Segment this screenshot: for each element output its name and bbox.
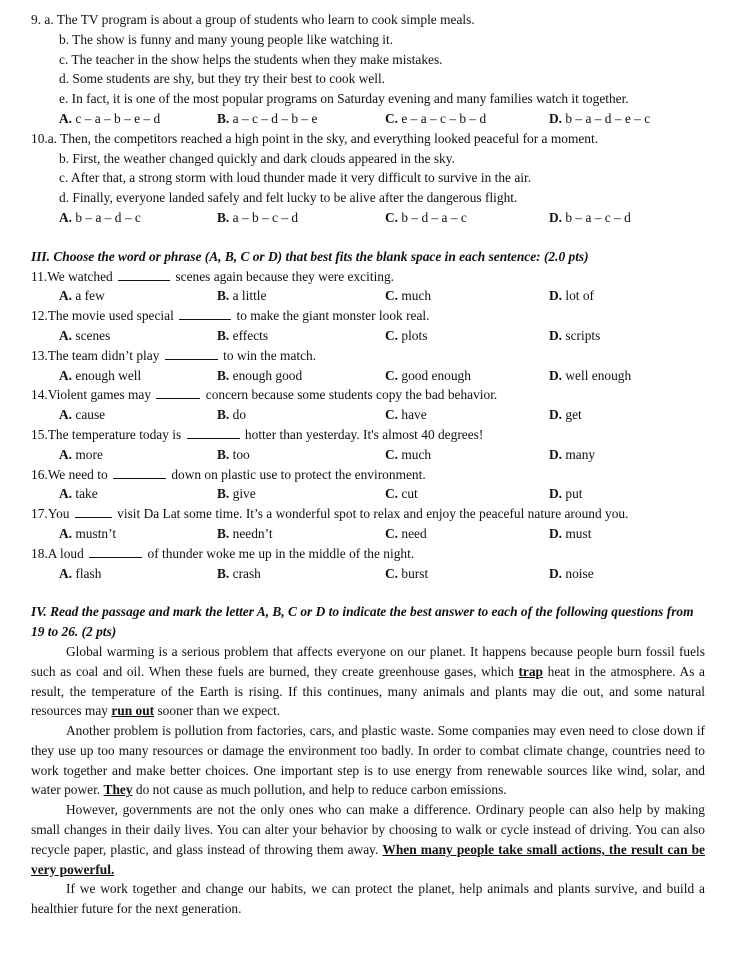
q17-option-a[interactable]: A. mustn’t [59, 525, 117, 541]
q10-option-a[interactable]: A. b – a – d – c [59, 209, 141, 225]
q14-option-b[interactable]: B. do [217, 407, 247, 423]
q17-option-b[interactable]: B. needn’t [217, 525, 273, 541]
q10-stem: 10.a. Then, the competitors reached a high point in the sky, and everything looked peaceful for a moment. [31, 130, 599, 146]
q16-stem [0, 465, 741, 485]
q18-option-b[interactable]: B. crash [217, 565, 261, 581]
q18-stem [0, 544, 741, 564]
underlined-phrase-run-out: run out [111, 703, 155, 719]
p3-text-a: However, governments are not the only ones who can make a difference. Ordinary people can also help by making small changes in their daily lives. You can alter your behavior by choosing to walk or cycle instead of driving. You can also recycle paper, plastic, and glass instead of throwing them away. [31, 802, 705, 857]
q14-options [0, 405, 741, 425]
q13-option-c[interactable]: C. good enough [385, 367, 471, 383]
section-3-questions [0, 267, 741, 584]
q11-blank[interactable] [118, 267, 170, 281]
q18-option-d[interactable]: D. noise [549, 565, 594, 581]
q13-text-after: to win the match. [219, 347, 317, 363]
q14-option-d[interactable]: D. get [549, 407, 582, 423]
q11-option-a[interactable]: A. a few [59, 288, 105, 304]
q11-stem [0, 267, 741, 287]
passage-paragraph-2 [0, 721, 741, 800]
q16-option-a[interactable]: A. take [59, 486, 98, 502]
q14-text-after: concern because some students copy the bad behavior. [202, 387, 498, 403]
q10-option-d[interactable]: D. b – a – c – d [549, 209, 631, 225]
q10-option-c[interactable]: C. b – d – a – c [385, 209, 467, 225]
section-3-title: III. Choose the word or phrase (A, B, C or D) that best fits the blank space in each sentence: (2.0 pts) [31, 248, 589, 264]
q11-option-d[interactable]: D. lot of [549, 288, 595, 304]
q11-option-c[interactable]: C. much [385, 288, 432, 304]
q9-line-e: e. In fact, it is one of the most popular programs on Saturday evening and many families watch it together. [59, 91, 629, 107]
q12-option-c[interactable]: C. plots [385, 327, 428, 343]
q18-option-a[interactable]: A. flash [59, 565, 102, 581]
passage-paragraph-4: If we work together and change our habits, we can protect the planet, help animals and plants survive, and build a healthier future for the next generation. [31, 881, 705, 917]
q18-text-after: of thunder woke me up in the middle of the night. [144, 545, 415, 561]
q17-stem [0, 504, 741, 524]
q13-option-b[interactable]: B. enough good [217, 367, 303, 383]
q13-stem [0, 346, 741, 366]
worksheet-page [0, 10, 741, 919]
q15-option-b[interactable]: B. too [217, 446, 250, 462]
q18-text-before: 18.A loud [31, 545, 88, 561]
q16-option-c[interactable]: C. cut [385, 486, 418, 502]
q15-text-before: 15.The temperature today is [31, 426, 185, 442]
q16-option-b[interactable]: B. give [217, 486, 256, 502]
q10-options [0, 208, 741, 228]
q14-option-a[interactable]: A. cause [59, 407, 106, 423]
q15-text-after: hotter than yesterday. It's almost 40 degrees! [241, 426, 484, 442]
q13-options [0, 366, 741, 386]
q9-option-b[interactable]: B. a – c – d – b – e [217, 110, 318, 126]
q9-option-a[interactable]: A. c – a – b – e – d [59, 110, 161, 126]
q12-blank[interactable] [179, 306, 231, 320]
q11-options [0, 286, 741, 306]
q9-option-d[interactable]: D. b – a – d – e – c [549, 110, 651, 126]
q10-line-d: d. Finally, everyone landed safely and felt lucky to be alive after the dangerous flight. [59, 190, 518, 206]
q9-line-c: c. The teacher in the show helps the students when they make mistakes. [59, 51, 443, 67]
q16-options [0, 484, 741, 504]
p1-text-a: Global warming is a serious problem that affects everyone on our planet. It happens because people burn fossil fuels such as coal and oil. When these fuels are burned, they create greenhouse gases, which [31, 643, 705, 679]
q18-blank[interactable] [89, 544, 142, 558]
q15-option-d[interactable]: D. many [549, 446, 596, 462]
underlined-sentence-small-actions: When many people take small actions, the result can be very powerful. [31, 841, 705, 877]
q15-option-a[interactable]: A. more [59, 446, 103, 462]
q10-line-b: b. First, the weather changed quickly and dark clouds appeared in the sky. [59, 150, 455, 166]
section-4-title: IV. Read the passage and mark the letter A, B, C or D to indicate the best answer to each of the following questions from 19 to 26. (2 pts) [31, 604, 694, 640]
q15-stem [0, 425, 741, 445]
underlined-word-they: They [103, 782, 133, 798]
q17-text-after: visit Da Lat some time. It’s a wonderful spot to relax and enjoy the peaceful nature around you. [113, 506, 629, 522]
p2-text-a: Another problem is pollution from factories, cars, and plastic waste. Some companies may even need to close down if they use up too many resources or damage the environment too badly. In order to combat climate change, countries need to work together and make better choices. One important step is to use energy from renewable sources like wind, solar, and water power. [31, 723, 705, 798]
passage-paragraph-3 [0, 800, 741, 879]
q15-blank[interactable] [187, 425, 240, 439]
p1-text-b: heat in the atmosphere. As a result, the temperature of the Earth is rising. If this continues, many animals and plants may die out, and some natural resources may [31, 663, 705, 719]
q9-stem: 9. a. The TV program is about a group of students who learn to cook simple meals. [31, 12, 475, 27]
q16-option-d[interactable]: D. put [549, 486, 583, 502]
q12-option-b[interactable]: B. effects [217, 327, 269, 343]
q12-text-before: 12.The movie used special [31, 308, 178, 324]
q16-text-after: down on plastic use to protect the environment. [167, 466, 426, 482]
q9-option-c[interactable]: C. e – a – c – b – d [385, 110, 487, 126]
q18-options [0, 564, 741, 584]
p2-text-b: do not cause as much pollution, and help to reduce carbon emissions. [132, 782, 507, 798]
q13-text-before: 13.The team didn’t play [31, 347, 163, 363]
underlined-word-trap: trap [518, 663, 543, 679]
q14-text-before: 14.Violent games may [31, 387, 155, 403]
q9-line-d: d. Some students are shy, but they try their best to cook well. [59, 71, 386, 87]
q18-option-c[interactable]: C. burst [385, 565, 429, 581]
q17-text-before: 17.You [31, 506, 73, 522]
q13-blank[interactable] [165, 346, 218, 360]
passage-paragraph-1 [0, 642, 741, 721]
q16-text-before: 16.We need to [31, 466, 111, 482]
q9-options [0, 109, 741, 129]
q16-blank[interactable] [113, 465, 166, 479]
q14-stem [0, 385, 741, 405]
q9-line-b: b. The show is funny and many young people like watching it. [59, 31, 394, 47]
q15-option-c[interactable]: C. much [385, 446, 432, 462]
p1-text-c: sooner than we expect. [154, 703, 281, 719]
q10-option-b[interactable]: B. a – b – c – d [217, 209, 299, 225]
q10-line-c: c. After that, a strong storm with loud thunder made it very difficult to survive in the air. [59, 170, 532, 186]
q17-options [0, 524, 741, 544]
q12-option-a[interactable]: A. scenes [59, 327, 111, 343]
q12-options [0, 326, 741, 346]
q11-option-b[interactable]: B. a little [217, 288, 267, 304]
q12-stem [0, 306, 741, 326]
q14-blank[interactable] [156, 385, 200, 399]
q12-option-d[interactable]: D. scripts [549, 327, 601, 343]
q11-text-before: 11.We watched [31, 268, 117, 284]
q15-options [0, 445, 741, 465]
q12-text-after: to make the giant monster look real. [233, 308, 430, 324]
q13-option-a[interactable]: A. enough well [59, 367, 142, 383]
q13-option-d[interactable]: D. well enough [549, 367, 632, 383]
q11-text-after: scenes again because they were exciting. [172, 268, 395, 284]
q17-blank[interactable] [75, 504, 112, 518]
q17-option-d[interactable]: D. must [549, 525, 592, 541]
q17-option-c[interactable]: C. need [385, 525, 427, 541]
q14-option-c[interactable]: C. have [385, 407, 427, 423]
